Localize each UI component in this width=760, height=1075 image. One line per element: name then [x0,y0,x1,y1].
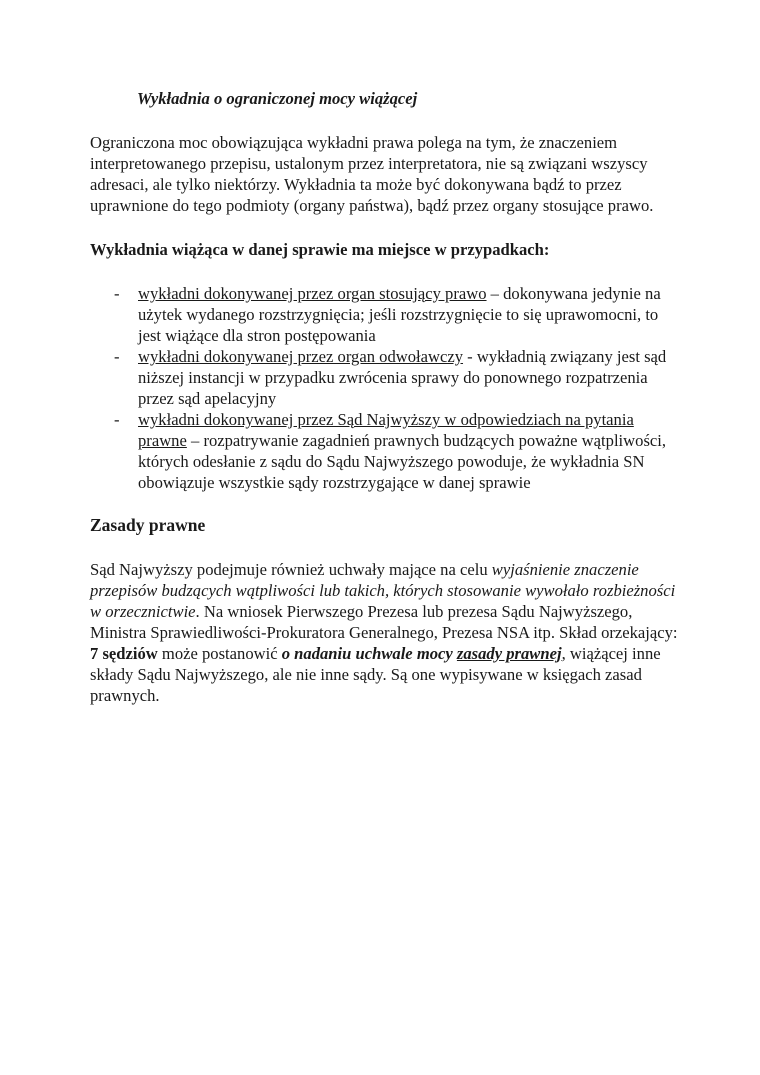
paragraph-text: może postanowić [157,644,282,663]
paragraph-text: . Na wniosek Pierwszego Prezesa lub prezesa Sądu Najwyższego, Ministra Sprawiedliwości-Prokuratora Generalnego, Prezesa NSA itp. Skład orzekający: [90,602,678,642]
list-item-description: – dokonywana jedynie na użytek wydanego rozstrzygnięcia; jeśli rozstrzygnięcie to się uprawomocni, to jest wiążące dla stron postępowania [138,284,661,345]
list-item-term: wykładni dokonywanej przez organ odwoławczy [138,347,464,366]
paragraph-italic-text: wyjaśnienie znaczenie przepisów budzących wątpliwości lub takich, których stosowanie wywołało rozbieżności w orzecznictwie [90,560,676,621]
dash-bullet: - [114,284,120,303]
paragraph-text: Sąd Najwyższy podejmuje również uchwały mające na celu [90,560,492,579]
list-item-term: wykładni dokonywanej przez Sąd Najwyższy w odpowiedziach na pytania prawne [138,410,634,450]
list-item [90,409,680,493]
binding-cases-list [90,283,680,493]
list-item [90,346,680,409]
document-page [90,88,680,706]
paragraph-bold-italic-text: o nadaniu uchwale mocy [281,644,457,663]
binding-interpretation-heading: Wykładnia wiążąca w danej sprawie ma miejsce w przypadkach: [90,240,550,259]
list-item-description: - wykładnią związany jest sąd niższej instancji w przypadku zwrócenia sprawy do ponownego rozpatrzenia przez sąd apelacyjny [138,347,667,408]
intro-paragraph: Ograniczona moc obowiązująca wykładni prawa polega na tym, że znaczeniem interpretowanego przepisu, ustalonym przez interpretatora, nie są związani wszyscy adresaci, ale tylko niektórzy. Wykładnia ta może być dokonywana bądź to przez uprawnione do tego podmioty (organy państwa), bądź przez organy stosujące prawo. [90,133,654,215]
paragraph-bold-text: 7 sędziów [90,644,158,663]
paragraph-text: , wiążącej inne składy Sądu Najwyższego, ale nie inne sądy. Są one wypisywane w księgach zasad prawnych. [90,644,661,705]
list-item [90,283,680,346]
dash-bullet: - [114,410,120,429]
legal-principles-heading: Zasady prawne [90,515,206,535]
list-item-description: – rozpatrywanie zagadnień prawnych budzących poważne wątpliwości, których odesłanie z sądu do Sądu Najwyższego powoduje, że wykładnia SN obowiązuje wszystkie sądy rozstrzygające w danej sprawie [138,431,667,492]
dash-bullet: - [114,347,120,366]
legal-principles-paragraph [90,559,680,706]
section-title: Wykładnia o ograniczonej mocy wiążącej [137,89,418,108]
list-item-term: wykładni dokonywanej przez organ stosujący prawo [138,284,487,303]
legal-principle-term: zasady prawnej [456,644,562,663]
